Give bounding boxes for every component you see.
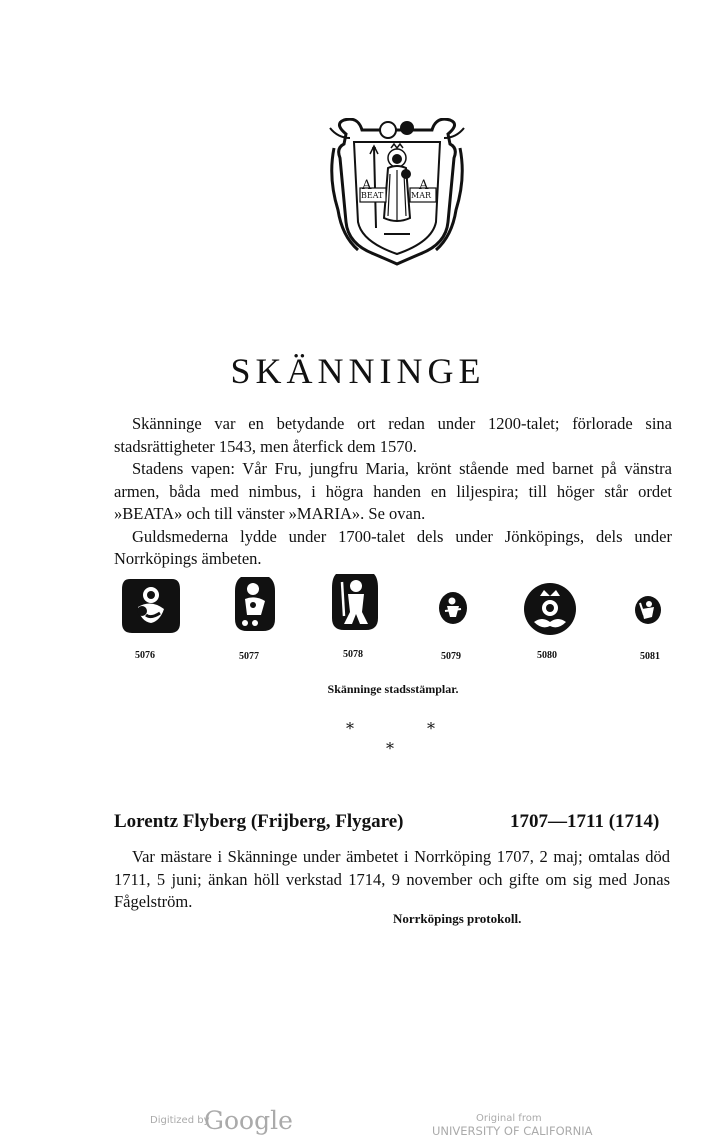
stamp-small-figure-icon [634, 595, 662, 625]
intro-paragraph-3: Guldsmederna lydde under 1700-talet dels under Jönköpings, dels under Norrköpings ämbeten. [114, 526, 672, 568]
stamp-number: 5076 [135, 650, 155, 661]
ornament-star: * [427, 719, 435, 738]
coat-band-right: MAR [411, 191, 431, 200]
coat-letter-left: A [362, 178, 372, 193]
smith-biography [114, 846, 670, 914]
stamp-number: 5079 [441, 651, 461, 662]
smith-name: Lorentz Flyberg (Frijberg, Flygare) [114, 811, 404, 832]
ornament-star: * [346, 719, 354, 738]
page-title: SKÄNNINGE [230, 351, 486, 391]
stamp-number: 5081 [640, 651, 660, 662]
coat-letter-right: A [419, 178, 429, 193]
intro-text [114, 413, 672, 571]
original-from-label: Original from [476, 1113, 542, 1124]
stamp-number: 5077 [239, 651, 259, 662]
digitized-by-label: Digitized by [150, 1115, 210, 1126]
coat-of-arms-icon [328, 118, 466, 266]
stamp-crowned-head-icon [522, 582, 578, 636]
stamp-standing-figure-icon [330, 572, 380, 632]
stamp-number: 5078 [343, 649, 363, 660]
stamp-small-figure-icon [438, 591, 468, 625]
institution-label: UNIVERSITY OF CALIFORNIA [432, 1124, 593, 1138]
google-logo: Google [204, 1106, 293, 1135]
stamps-caption: Skänninge stadsstämplar. [327, 682, 459, 696]
intro-paragraph-2: Stadens vapen: Vår Fru, jungfru Maria, krönt stående med barnet på vänstra armen, båda med nimbus, i högra handen en liljespira; till höger står ordet »BEATA» och till vänster »MARIA». Se ovan. [114, 459, 672, 523]
stamp-madonna-icon [120, 577, 182, 635]
ornament-star: * [386, 739, 394, 758]
source-reference: Norrköpings protokoll. [393, 911, 522, 926]
coat-band-left: BEAT [361, 191, 384, 200]
stamp-number: 5080 [537, 650, 557, 661]
stamp-figure-icon [233, 575, 277, 633]
intro-paragraph-1: Skänninge var en betydande ort redan under 1200-talet; förlorade sina stadsrättigheter 1543, men återfick dem 1570. [114, 414, 672, 456]
smith-years: 1707—1711 (1714) [510, 811, 660, 832]
smith-biography-text: Var mästare i Skänninge under ämbetet i Norrköping 1707, 2 maj; omtalas död 1711, 5 juni; änkan höll verkstad 1714, 9 november och gifte om sig med Jonas Fågelström. [114, 847, 670, 911]
